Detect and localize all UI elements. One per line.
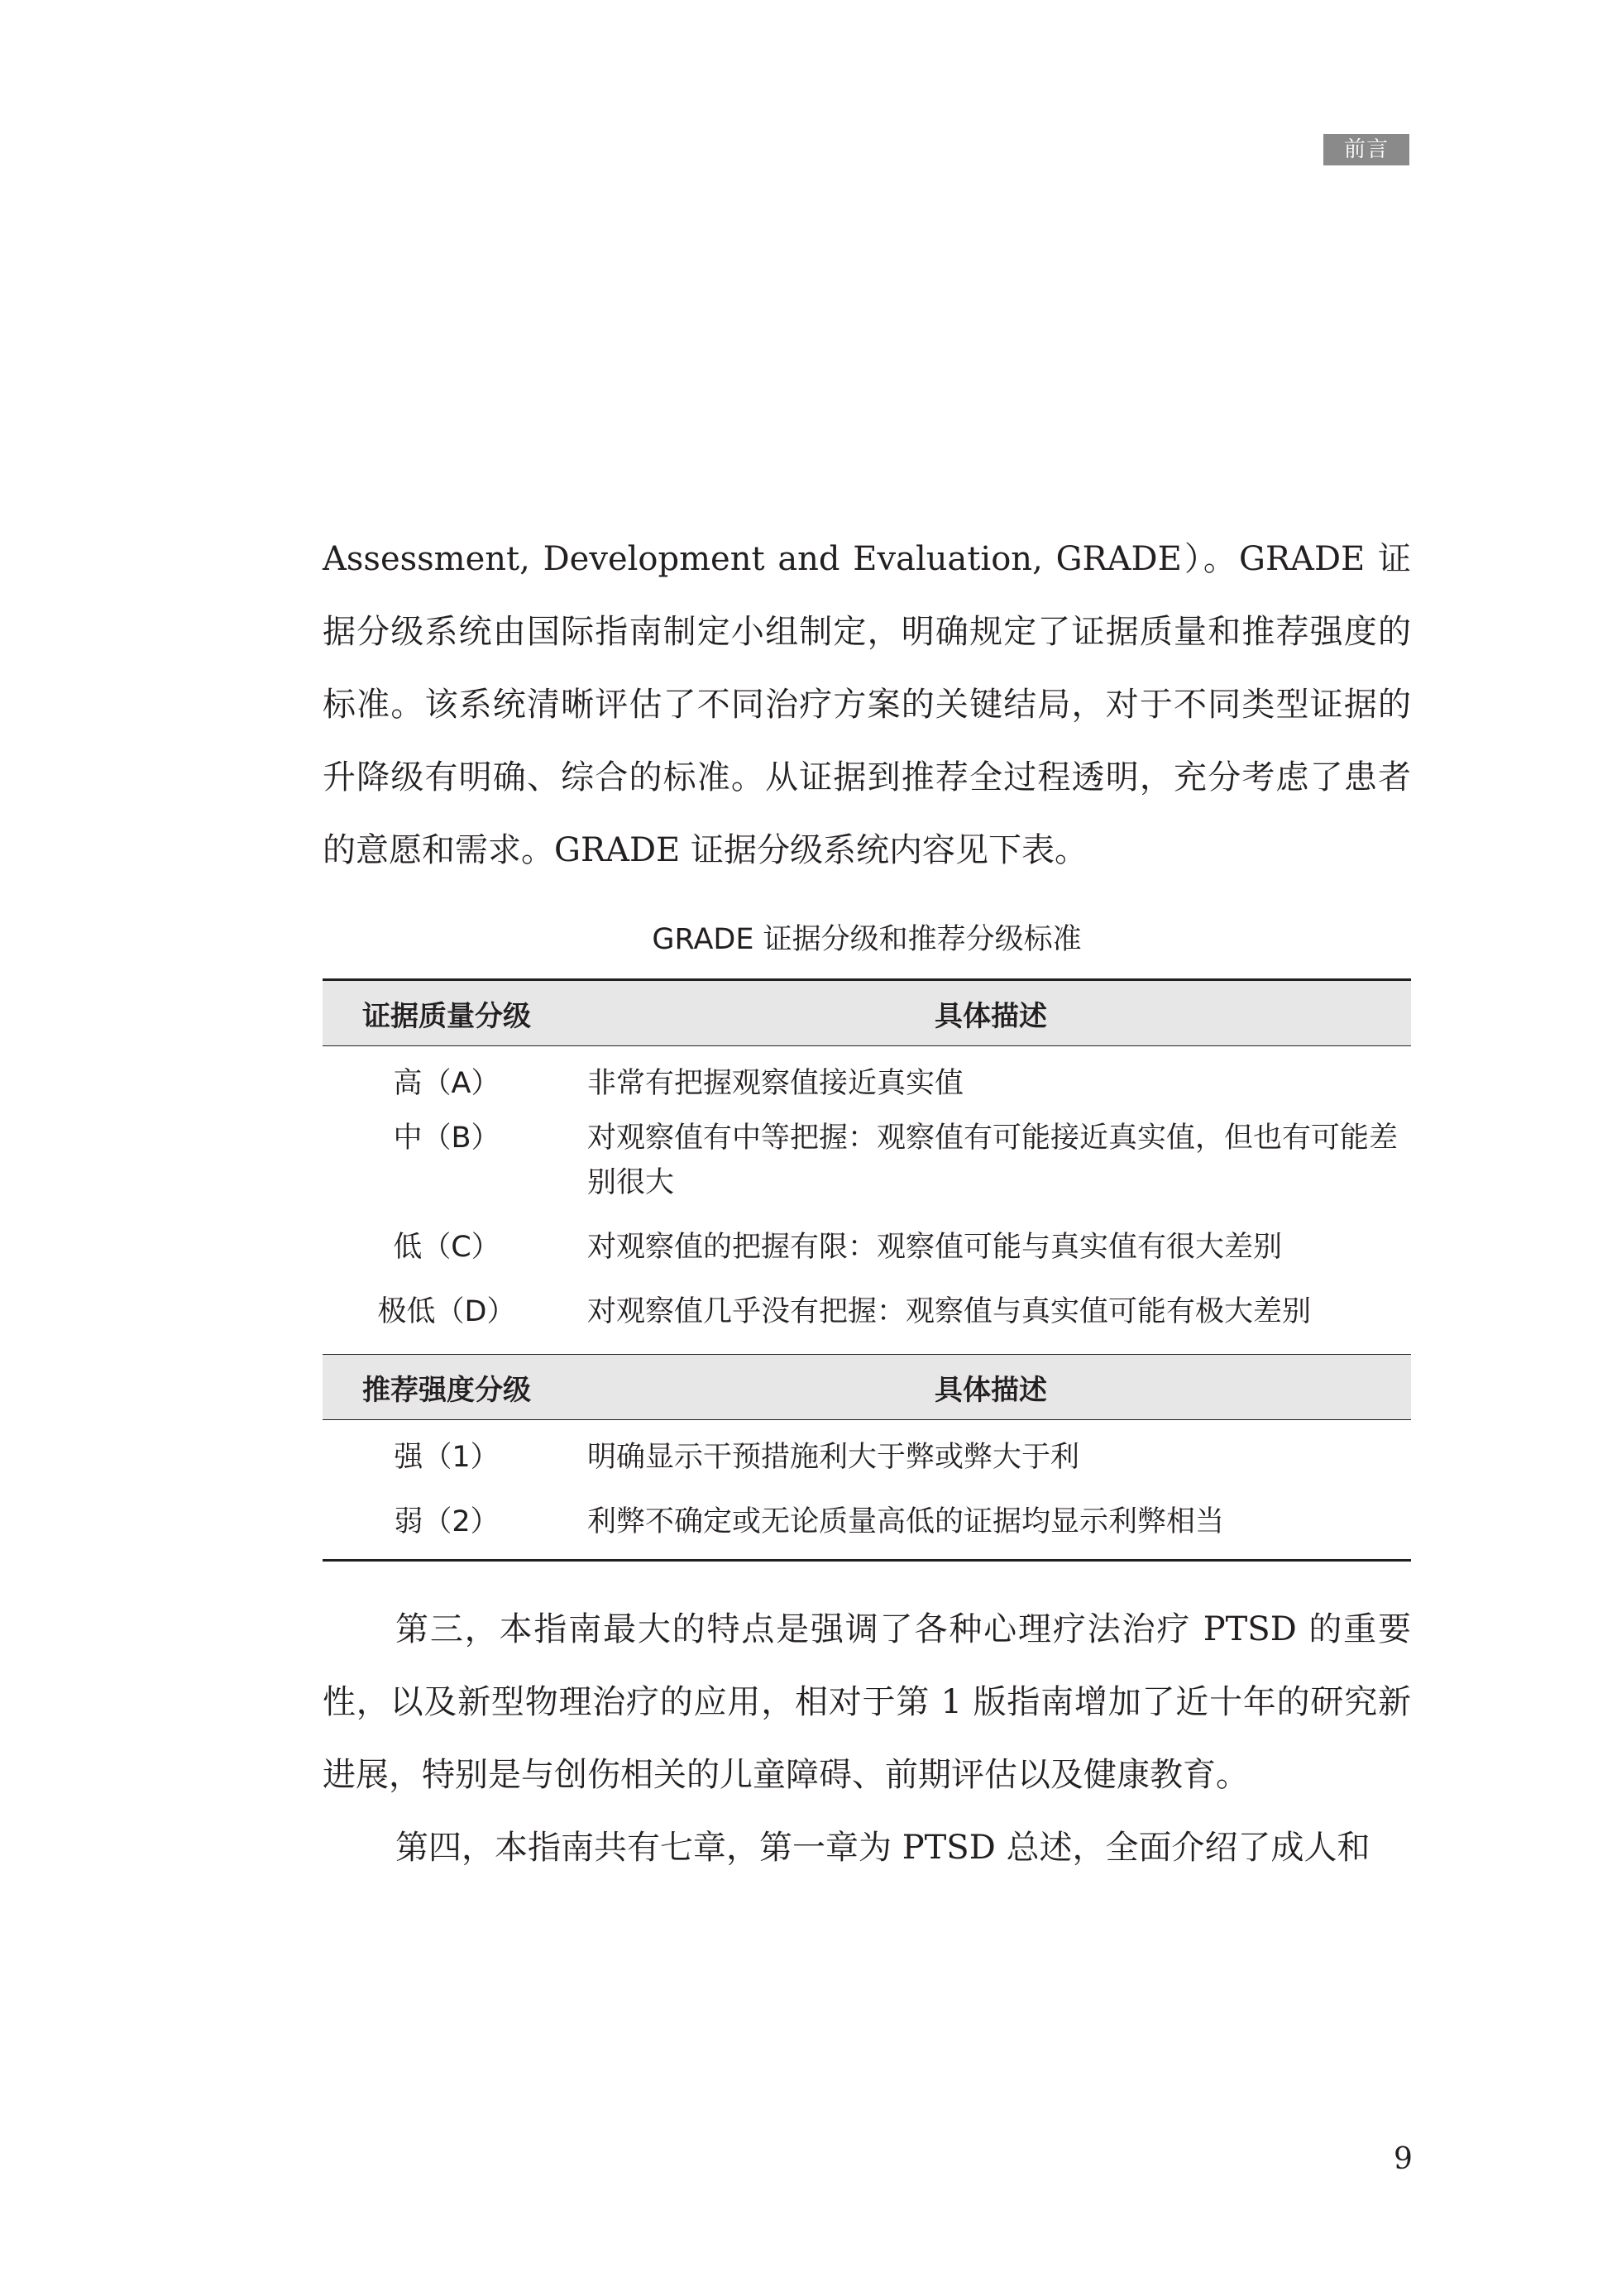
paragraph: 第四，本指南共有七章，第一章为 PTSD 总述，全面介绍了成人和: [395, 1829, 1370, 1867]
table-row: [323, 1225, 1411, 1270]
table-cell: 中（B）: [393, 1122, 500, 1155]
table-row: [323, 1500, 1411, 1561]
page-number: 9: [1394, 2142, 1413, 2176]
paragraph: 第三，本指南最大的特点是强调了各种心理疗法治疗 PTSD 的重要性，以及新型物理治疗的应用，相对于第 1 版指南增加了近十年的研究新进展，特别是与创伤相关的儿童障碍、前期评估以及健康教育。: [323, 1610, 1411, 1794]
table-cell: 高（A）: [393, 1067, 500, 1100]
table-cell: 弱（2）: [323, 1500, 571, 1561]
table-header-row: [323, 1355, 1411, 1420]
table-cell: 低（C）: [393, 1231, 500, 1264]
table-row: [323, 1106, 1411, 1225]
table-cell: 对观察值有中等把握：观察值有可能接近真实值，但也有可能差别很大: [587, 1122, 1399, 1199]
table-row: [323, 1270, 1411, 1355]
body-text-top: [323, 523, 1411, 887]
table-cell: 强（1）: [394, 1441, 500, 1474]
table-cell: 非常有把握观察值接近真实值: [587, 1067, 964, 1100]
table-caption: GRADE 证据分级和推荐分级标准: [652, 923, 1082, 956]
table-row: [323, 1046, 1411, 1107]
section-tab: 前言: [1323, 134, 1409, 165]
table-cell: 明确显示干预措施利大于弊或弊大于利: [587, 1441, 1080, 1474]
paragraph: Assessment, Development and Evaluation, GRADE）。GRADE 证据分级系统由国际指南制定小组制定，明确规定了证据质量和推荐强度的标准。该系统清晰评估了不同治疗方案的关键结局，对于不同类型证据的升降级有明确、综合的标准。从证据到推荐全过程透明，充分考虑了患者的意愿和需求。GRADE 证据分级系统内容见下表。: [323, 540, 1411, 869]
table-header-row: [323, 980, 1411, 1046]
table-header-cell: 证据质量分级: [323, 980, 571, 1046]
table-cell: 对观察值几乎没有把握：观察值与真实值可能有极大差别: [587, 1295, 1312, 1328]
table-header-cell: 具体描述: [571, 1355, 1411, 1420]
table-cell: 利弊不确定或无论质量高低的证据均显示利弊相当: [571, 1500, 1411, 1561]
table-cell: 极低（D）: [377, 1295, 516, 1328]
table-cell: 对观察值的把握有限：观察值可能与真实值有很大差别: [587, 1231, 1283, 1264]
body-text-bottom: [323, 1593, 1411, 1884]
table-row: [323, 1420, 1411, 1500]
table-header-cell: 推荐强度分级: [323, 1355, 571, 1420]
table-header-cell: 具体描述: [571, 980, 1411, 1046]
grade-table: [323, 978, 1411, 1562]
